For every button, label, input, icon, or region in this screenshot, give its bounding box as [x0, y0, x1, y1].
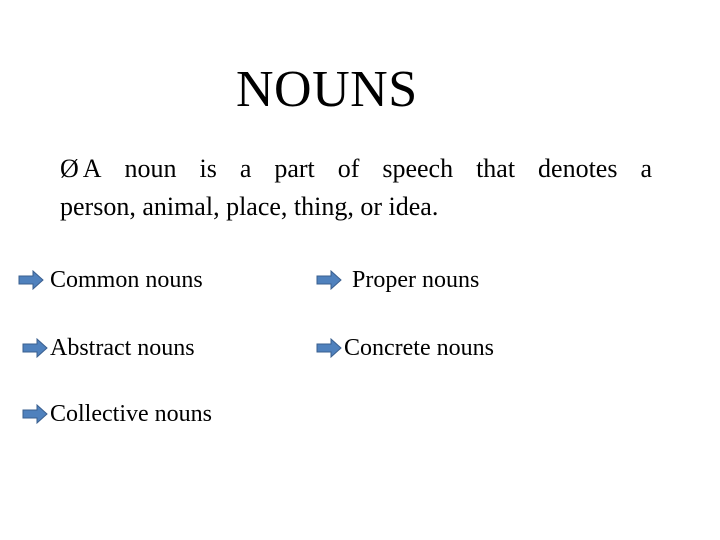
definition-line-1	[60, 150, 652, 188]
noun-type-proper	[316, 266, 479, 294]
noun-type-label: Common nouns	[50, 267, 203, 293]
noun-type-concrete	[316, 334, 494, 362]
definition-word: a	[239, 154, 252, 183]
definition-word: A	[82, 154, 102, 183]
definition-first-word	[60, 150, 102, 188]
definition-word: is	[199, 154, 217, 183]
definition-word: denotes	[538, 154, 618, 183]
noun-type-label: Abstract nouns	[50, 335, 195, 361]
definition-word: speech	[382, 154, 454, 183]
bullet-marker: Ø	[60, 154, 79, 183]
definition-line-2: person, animal, place, thing, or idea.	[60, 192, 439, 221]
noun-type-collective	[22, 400, 212, 428]
noun-type-abstract	[22, 334, 195, 362]
definition-word: noun	[124, 154, 177, 183]
definition-word: a	[640, 154, 652, 183]
noun-type-label: Concrete nouns	[344, 335, 494, 361]
noun-type-label: Proper nouns	[352, 267, 480, 293]
right-arrow-icon	[22, 338, 48, 358]
right-arrow-icon	[316, 338, 342, 358]
right-arrow-icon	[22, 404, 48, 424]
definition-word: part	[274, 154, 315, 183]
right-arrow-icon	[316, 270, 342, 290]
definition-paragraph	[60, 150, 652, 226]
definition-word: that	[476, 154, 516, 183]
noun-type-common	[18, 266, 203, 294]
slide-title: NOUNS	[236, 61, 418, 118]
noun-type-label: Collective nouns	[50, 401, 212, 427]
right-arrow-icon	[18, 270, 44, 290]
definition-word: of	[337, 154, 360, 183]
